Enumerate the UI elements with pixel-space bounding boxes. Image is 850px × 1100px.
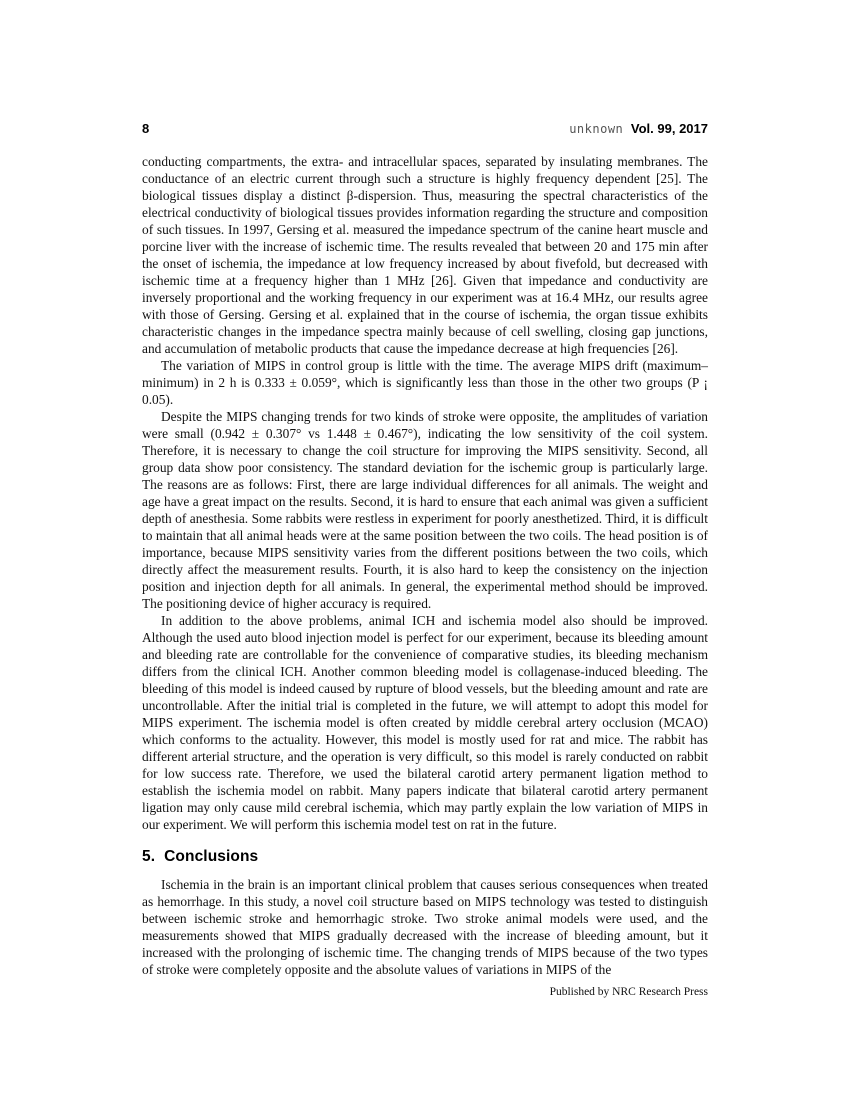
section-heading [142, 848, 708, 865]
journal-info [569, 121, 708, 137]
page-number: 8 [142, 121, 150, 136]
body-paragraph: In addition to the above problems, animal ICH and ischemia model also should be improved. Although the used auto blood injection model is perfect for our experiment, because its bleeding amount and bleeding rate are controllable for the convenience of comparative studies, its bleeding mechanism differs from the clinical ICH. Another common bleeding model is collagenase-induced bleeding. The bleeding of this model is indeed caused by rupture of blood vessels, but the bleeding amount and rate are uncontrollable. After the initial trial is completed in the future, we will attempt to adopt this model for MIPS experiment. The ischemia model is often created by middle cerebral artery occlusion (MCAO) which conforms to the actuality. However, this model is mostly used for rat and mice. The rabbit has different arterial structure, and the operation is very difficult, so this model is rarely conducted on rabbit for low success rate. Therefore, we used the bilateral carotid artery permanent ligation method to establish the ischemia model on rabbit. Many papers indicate that bilateral carotid artery permanent ligation may only cause mild cerebral ischemia, which may partly explain the low variation of MIPS in our experiment. We will perform this ischemia model test on rat in the future. [142, 613, 708, 832]
body-paragraph: Despite the MIPS changing trends for two kinds of stroke were opposite, the amplitudes of variation were small (0.942 ± 0.307° vs 1.448 ± 0.467°), indicating the low sensitivity of the coil system. Therefore, it is necessary to change the coil structure for improving the MIPS sensitivity. Second, all group data show poor consistency. The standard deviation for the ischemic group is particularly large. The reasons are as follows: First, there are large individual differences for all animals. The weight and age have a great impact on the results. Second, it is hard to ensure that each animal was given a sufficient depth of anesthesia. Some rabbits were restless in experiment for poorly anesthetized. Third, it is difficult to maintain that all animal heads were at the same position between the two coils. The head position is of importance, because MIPS sensitivity varies from the different positions between the two coils, which directly affect the measurement results. Fourth, it is also hard to keep the consistency on the injection position and injection depth for all animals. In general, the experimental method should be improved. The positioning device of higher accuracy is required. [142, 409, 708, 611]
page-content [142, 121, 708, 1001]
publisher-footer: Published by NRC Research Press [549, 986, 708, 998]
body-paragraph: The variation of MIPS in control group is little with the time. The average MIPS drift (maximum–minimum) in 2 h is 0.333 ± 0.059°, which is significantly less than those in the other two groups (P ¡ 0.05). [142, 358, 708, 407]
body-paragraph: conducting compartments, the extra- and intracellular spaces, separated by insulating membranes. The conductance of an electric current through such a structure is highly frequency dependent [25]. The biological tissues display a distinct β-dispersion. Thus, measuring the spectral characteristics of the electrical conductivity of biological tissues provides information regarding the structure and composition of such tissues. In 1997, Gersing et al. measured the impedance spectrum of the canine heart muscle and porcine liver with the increase of ischemic time. The results revealed that between 20 and 175 min after the onset of ischemia, the impedance at low frequency increased by about fivefold, but decreased with ischemic time at a frequency higher than 1 MHz [26]. Given that impedance and conductivity are inversely proportional and the working frequency in our experiment was at 16.4 MHz, our results agree with those of Gersing. Gersing et al. explained that in the course of ischemia, the organ tissue exhibits characteristic changes in the impedance spectra mainly because of cell swelling, closing gap junctions, and accumulation of metabolic products that cause the impedance decrease at high frequencies [26]. [142, 154, 708, 356]
running-header [142, 121, 708, 137]
section-number: 5. [142, 848, 156, 865]
journal-name: unknown [569, 122, 624, 136]
section-title: Conclusions [164, 848, 259, 865]
volume-info: Vol. 99, 2017 [630, 121, 708, 136]
article-body [142, 153, 708, 1001]
conclusion-paragraph: Ischemia in the brain is an important clinical problem that causes serious consequences when treated as hemorrhage. In this study, a novel coil structure based on MIPS technology was tested to distinguish between ischemic stroke and hemorrhagic stroke. Two stroke animal models were used, and the measurements showed that MIPS gradually decreased with the increase of bleeding amount, but it increased with the prolonging of ischemic time. The changing trends of MIPS because of the two types of stroke were completely opposite and the absolute values of variations in MIPS of the [142, 877, 708, 977]
